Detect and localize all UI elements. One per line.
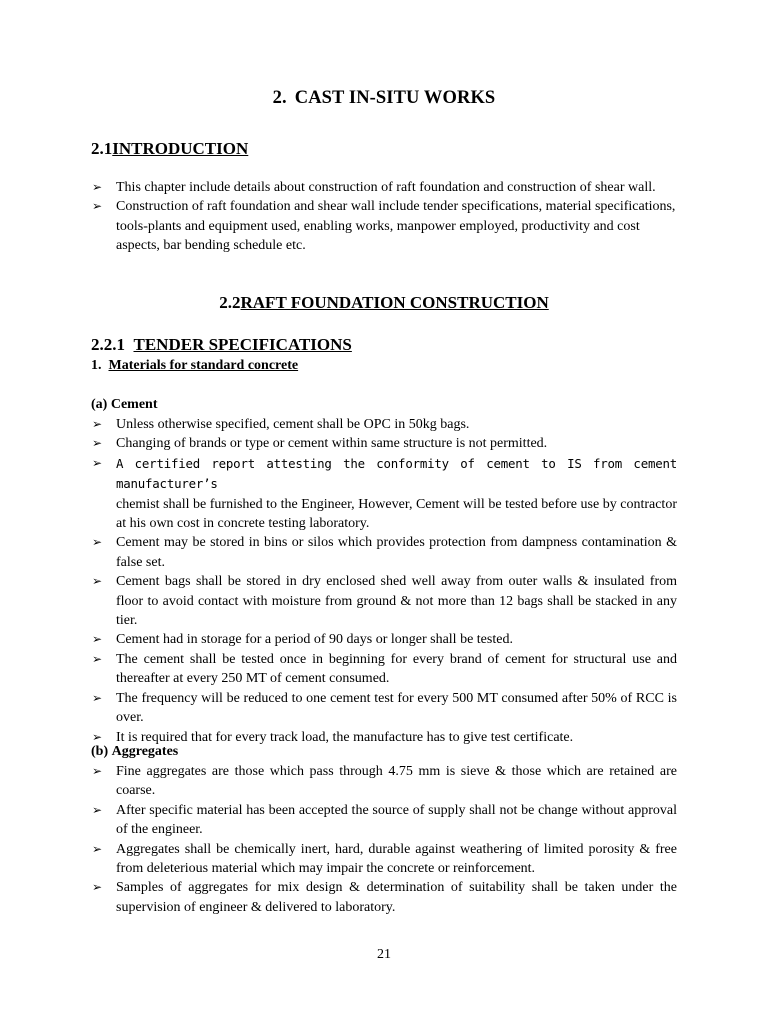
right-arrow-bullet-icon: ➢	[92, 880, 103, 895]
right-arrow-bullet-icon: ➢	[92, 632, 103, 647]
list-item: ➢ Samples of aggregates for mix design & determination of suitability shall be taken under the supervision of engineer & delivered to laboratory.	[92, 880, 677, 915]
tender-number: 2.2.1	[91, 335, 125, 354]
chapter-title-text: CAST IN-SITU WORKS	[294, 88, 496, 108]
intro-bullet-list	[91, 178, 677, 256]
right-arrow-bullet-icon: ➢	[92, 455, 103, 470]
list-item: ➢ Construction of raft foundation and shear wall include tender specifications, material specifications, tools-plants and equipment used, enabling works, manpower employed, productivity and cost aspects, bar bending schedule etc.	[92, 199, 676, 254]
list-item: ➢ Changing of brands or type or cement within same structure is not permitted.	[91, 434, 677, 453]
aggregates-subheading	[91, 744, 178, 760]
cement-title: Cement	[110, 397, 158, 412]
right-arrow-bullet-icon: ➢	[92, 729, 103, 744]
right-arrow-bullet-icon: ➢	[92, 802, 103, 817]
chapter-number: 2.	[272, 88, 287, 108]
tender-title: TENDER SPECIFICATIONS	[133, 335, 352, 354]
list-item: ➢ This chapter include details about construction of raft foundation and construction of shear wall.	[91, 178, 677, 197]
list-item: ➢ Fine aggregates are those which pass through 4.75 mm is sieve & those which are retained are coarse.	[92, 764, 677, 799]
right-arrow-bullet-icon: ➢	[92, 199, 103, 214]
aggregates-title: Aggregates	[111, 744, 179, 759]
cement-bullet-list	[91, 415, 677, 747]
list-item: ➢ Unless otherwise specified, cement shall be OPC in 50kg bags.	[91, 415, 677, 434]
intro-heading	[91, 139, 248, 159]
list-item: ➢ The frequency will be reduced to one cement test for every 500 MT consumed after 50% of RCC is over.	[92, 690, 677, 726]
list-item: ➢ Aggregates shall be chemically inert, hard, durable against weathering of limited porosity & free from deleterious material which may impair the concrete or reinforcement.	[92, 841, 677, 877]
list-item: ➢ It is required that for every track load, the manufacture has to give test certificate.	[91, 728, 677, 747]
materials-number: 1.	[91, 358, 102, 373]
page-number: 21	[377, 947, 391, 962]
right-arrow-bullet-icon: ➢	[92, 841, 103, 856]
right-arrow-bullet-icon: ➢	[92, 764, 103, 778]
intro-number: 2.1	[91, 139, 113, 158]
aggregates-label: (b)	[91, 744, 109, 759]
right-arrow-bullet-icon: ➢	[92, 436, 103, 451]
right-arrow-bullet-icon: ➢	[92, 574, 103, 589]
list-item: ➢ Cement bags shall be stored in dry enclosed shed well away from outer walls & insulated from floor to avoid contact with moisture from ground & not more than 12 bags shall be stacked in any tier.	[92, 574, 677, 629]
tender-heading	[91, 335, 352, 355]
cement-subheading	[91, 397, 157, 413]
raft-title: RAFT FOUNDATION CONSTRUCTION	[240, 293, 549, 312]
raft-heading	[0, 293, 768, 313]
list-item: ➢ The cement shall be tested once in beginning for every brand of cement for structural use and thereafter at every 250 MT of cement consumed.	[92, 651, 677, 687]
right-arrow-bullet-icon: ➢	[92, 651, 103, 666]
list-item: ➢ After specific material has been accepted the source of supply shall not be change without approval of the engineer.	[92, 802, 677, 838]
cement-label: (a)	[91, 397, 108, 412]
aggregates-bullet-list	[91, 762, 677, 917]
right-arrow-bullet-icon: ➢	[92, 180, 103, 194]
right-arrow-bullet-icon: ➢	[92, 417, 103, 431]
right-arrow-bullet-icon: ➢	[92, 690, 103, 705]
chapter-title	[0, 88, 768, 109]
right-arrow-bullet-icon: ➢	[92, 535, 103, 550]
list-item: ➢ A certified report attesting the conformity of cement to IS from cement manufacturer’s chemist shall be furnished to the Engineer, However, Cement will be tested before use by contractor at his own cost in concrete testing laboratory.	[92, 455, 677, 532]
materials-subheading	[91, 358, 298, 374]
materials-title: Materials for standard concrete	[108, 358, 299, 373]
list-item: ➢ Cement may be stored in bins or silos which provides protection from dampness contamination & false set.	[92, 535, 677, 570]
list-item: ➢ Cement had in storage for a period of 90 days or longer shall be tested.	[91, 630, 677, 649]
raft-number: 2.2	[219, 293, 241, 312]
intro-title: INTRODUCTION	[112, 139, 249, 158]
